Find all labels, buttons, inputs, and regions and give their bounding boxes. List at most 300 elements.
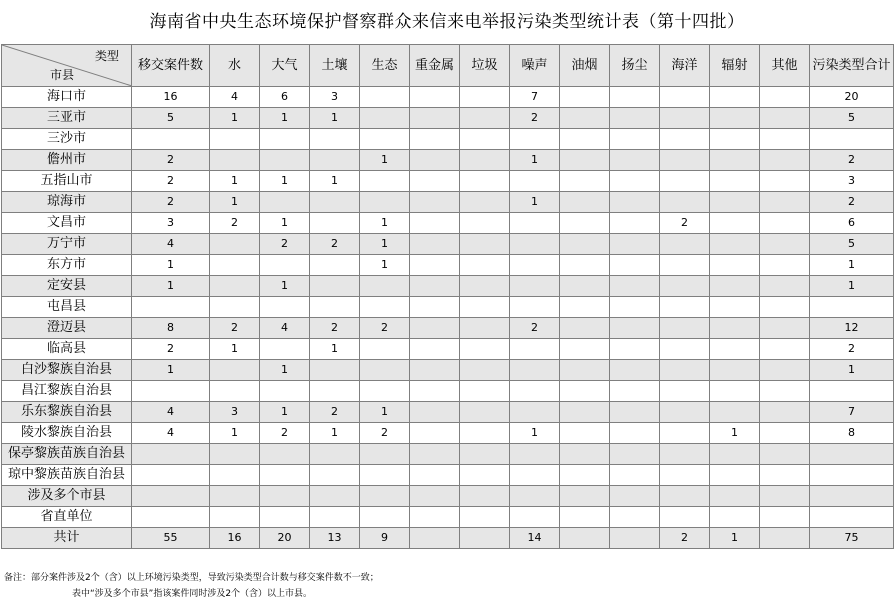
table-cell [460,171,510,192]
table-cell [210,276,260,297]
table-cell [410,192,460,213]
table-cell [460,192,510,213]
table-cell [510,465,560,486]
table-row [2,255,894,276]
table-cell [560,423,610,444]
table-cell [310,465,360,486]
table-cell [360,339,410,360]
table-cell [760,423,810,444]
table-cell [710,255,760,276]
table-cell: 12 [810,318,894,339]
table-cell [132,297,210,318]
table-cell [310,213,360,234]
table-cell [560,213,610,234]
region-name-cell: 儋州市 [2,150,132,171]
table-cell [460,360,510,381]
table-cell [710,381,760,402]
region-name-cell: 陵水黎族自治县 [2,423,132,444]
table-cell [560,318,610,339]
region-name-cell: 屯昌县 [2,297,132,318]
table-cell: 1 [310,108,360,129]
table-cell: 1 [210,108,260,129]
region-name-cell: 文昌市 [2,213,132,234]
table-cell [310,129,360,150]
table-cell [210,486,260,507]
table-cell [760,465,810,486]
table-cell: 2 [660,528,710,549]
table-cell [310,360,360,381]
table-cell: 13 [310,528,360,549]
table-cell [660,444,710,465]
table-cell [460,276,510,297]
table-cell [360,108,410,129]
table-row [2,381,894,402]
table-cell [210,507,260,528]
table-cell [710,150,760,171]
table-cell [410,486,460,507]
table-cell [510,171,560,192]
table-cell [610,381,660,402]
table-cell [710,465,760,486]
table-cell: 55 [132,528,210,549]
table-cell: 1 [260,108,310,129]
statistics-table [1,44,894,549]
table-cell: 2 [310,234,360,255]
header-row [2,45,894,87]
region-name-cell: 海口市 [2,87,132,108]
table-cell [660,423,710,444]
region-name-cell: 东方市 [2,255,132,276]
table-cell: 2 [210,318,260,339]
table-cell [132,444,210,465]
column-header: 重金属 [410,45,460,87]
table-cell [610,192,660,213]
table-cell [560,465,610,486]
table-cell: 2 [810,192,894,213]
table-cell: 2 [132,192,210,213]
column-header: 生态 [360,45,410,87]
table-cell [560,507,610,528]
table-title: 海南省中央生态环境保护督察群众来信来电举报污染类型统计表（第十四批） [149,12,745,32]
table-cell [360,192,410,213]
table-row [2,339,894,360]
table-cell: 3 [810,171,894,192]
region-name-cell: 三亚市 [2,108,132,129]
table-cell [660,255,710,276]
table-cell [710,486,760,507]
table-cell: 2 [810,339,894,360]
table-cell [760,486,810,507]
table-cell [360,444,410,465]
table-cell [760,171,810,192]
column-header: 水 [210,45,260,87]
table-cell [610,360,660,381]
table-cell [660,234,710,255]
table-cell: 2 [510,108,560,129]
region-name-cell: 琼海市 [2,192,132,213]
table-row [2,276,894,297]
table-cell: 6 [260,87,310,108]
table-cell [360,507,410,528]
table-cell [460,444,510,465]
table-cell [710,339,760,360]
region-name-cell: 保亭黎族苗族自治县 [2,444,132,465]
table-cell [810,129,894,150]
table-cell [610,108,660,129]
table-cell [460,423,510,444]
region-name-cell: 澄迈县 [2,318,132,339]
table-cell [210,255,260,276]
table-row [2,234,894,255]
column-header: 海洋 [660,45,710,87]
table-cell [660,318,710,339]
table-cell [210,465,260,486]
table-cell [760,108,810,129]
table-cell: 1 [260,276,310,297]
table-cell [660,171,710,192]
table-cell: 3 [310,87,360,108]
table-cell: 2 [210,213,260,234]
table-cell [760,87,810,108]
table-cell: 2 [310,318,360,339]
table-cell [260,339,310,360]
table-cell [760,402,810,423]
table-cell [310,486,360,507]
table-cell [460,507,510,528]
region-name-cell: 涉及多个市县 [2,486,132,507]
table-cell [760,213,810,234]
region-name-cell: 五指山市 [2,171,132,192]
table-cell: 1 [360,402,410,423]
table-cell [260,444,310,465]
table-cell [710,444,760,465]
table-cell: 1 [810,255,894,276]
table-cell [610,465,660,486]
table-cell [710,360,760,381]
table-cell: 2 [810,150,894,171]
table-cell [660,402,710,423]
table-cell [310,507,360,528]
table-cell [410,465,460,486]
column-header: 垃圾 [460,45,510,87]
table-cell [132,465,210,486]
table-cell [460,528,510,549]
table-cell [460,87,510,108]
table-row [2,423,894,444]
region-name-cell: 共计 [2,528,132,549]
table-cell [460,297,510,318]
table-cell [410,255,460,276]
table-cell: 1 [210,171,260,192]
table-cell [560,444,610,465]
table-cell [760,318,810,339]
table-cell [610,255,660,276]
table-cell [610,318,660,339]
table-cell [810,444,894,465]
table-cell [360,360,410,381]
table-row [2,360,894,381]
table-cell [410,318,460,339]
table-cell [410,423,460,444]
table-cell [510,297,560,318]
table-cell [360,87,410,108]
table-cell [660,108,710,129]
table-row [2,507,894,528]
table-cell [360,276,410,297]
table-cell [510,339,560,360]
type-header-label: 类型 [94,49,119,63]
table-row [2,129,894,150]
table-cell: 2 [510,318,560,339]
table-cell: 7 [510,87,560,108]
column-header: 噪声 [510,45,560,87]
table-cell [660,465,710,486]
table-cell [410,276,460,297]
table-cell: 1 [710,423,760,444]
table-cell [660,276,710,297]
table-cell [810,507,894,528]
table-cell [260,465,310,486]
table-cell [210,129,260,150]
table-cell: 6 [810,213,894,234]
table-cell [760,528,810,549]
table-cell [210,234,260,255]
table-cell [560,150,610,171]
table-cell [310,381,360,402]
footnote-2: 表中“涉及多个市县”指该案件同时涉及2个（含）以上市县。 [72,589,313,599]
table-cell [610,423,660,444]
table-cell [810,486,894,507]
table-cell [560,276,610,297]
table-cell [560,87,610,108]
table-row [2,318,894,339]
table-cell: 1 [132,255,210,276]
table-cell [510,234,560,255]
table-cell: 14 [510,528,560,549]
table-cell [560,381,610,402]
table-cell [510,381,560,402]
table-row [2,444,894,465]
table-cell [410,150,460,171]
table-cell [810,465,894,486]
table-cell [460,150,510,171]
table-cell [660,360,710,381]
table-cell [760,234,810,255]
table-cell [310,192,360,213]
table-cell [210,444,260,465]
table-cell [460,381,510,402]
table-cell [760,297,810,318]
table-cell [710,87,760,108]
table-cell: 1 [310,171,360,192]
table-cell [560,171,610,192]
table-cell: 1 [260,213,310,234]
table-cell [610,87,660,108]
table-cell [410,381,460,402]
corner-header-cell [2,45,132,87]
table-cell: 1 [260,402,310,423]
table-cell: 1 [132,276,210,297]
table-row [2,402,894,423]
table-cell [460,129,510,150]
table-cell [610,234,660,255]
table-cell [410,297,460,318]
table-cell [610,402,660,423]
column-header: 辐射 [710,45,760,87]
table-cell [360,465,410,486]
table-cell [660,192,710,213]
table-cell: 75 [810,528,894,549]
table-cell [460,108,510,129]
table-cell [760,255,810,276]
table-cell [760,507,810,528]
table-row [2,192,894,213]
table-cell [760,360,810,381]
table-cell: 3 [210,402,260,423]
table-cell: 16 [132,87,210,108]
table-cell [132,129,210,150]
table-cell [610,528,660,549]
column-header: 大气 [260,45,310,87]
table-cell: 1 [132,360,210,381]
table-cell: 2 [660,213,710,234]
table-cell [260,192,310,213]
table-cell [710,192,760,213]
table-cell [360,171,410,192]
table-cell [210,297,260,318]
table-cell: 1 [260,171,310,192]
table-cell [710,507,760,528]
region-name-cell: 临高县 [2,339,132,360]
table-cell [510,255,560,276]
table-cell: 1 [510,150,560,171]
table-row [2,108,894,129]
column-header: 土壤 [310,45,360,87]
table-cell [560,486,610,507]
table-cell [760,276,810,297]
table-cell: 4 [210,87,260,108]
table-cell [410,213,460,234]
table-cell [610,444,660,465]
table-cell: 2 [310,402,360,423]
table-cell [660,129,710,150]
table-cell [510,360,560,381]
table-cell [560,192,610,213]
table-cell [260,381,310,402]
table-cell [132,381,210,402]
table-cell [132,507,210,528]
table-cell: 1 [210,423,260,444]
table-cell [610,339,660,360]
table-cell [510,444,560,465]
table-cell: 1 [510,423,560,444]
table-cell [710,276,760,297]
table-cell [610,150,660,171]
table-cell [410,171,460,192]
table-cell: 2 [132,339,210,360]
table-cell: 1 [310,423,360,444]
table-cell [360,129,410,150]
table-cell: 8 [810,423,894,444]
table-cell [560,339,610,360]
region-name-cell: 定安县 [2,276,132,297]
table-cell [410,108,460,129]
table-row [2,297,894,318]
table-row [2,150,894,171]
table-cell [710,213,760,234]
table-cell [410,444,460,465]
table-cell: 20 [260,528,310,549]
column-header: 其他 [760,45,810,87]
table-cell [260,486,310,507]
table-cell [260,507,310,528]
table-cell [610,507,660,528]
table-cell: 1 [310,339,360,360]
table-cell [410,528,460,549]
table-cell: 3 [132,213,210,234]
table-cell: 1 [510,192,560,213]
column-header: 污染类型合计 [810,45,894,87]
table-cell: 1 [360,213,410,234]
table-cell: 8 [132,318,210,339]
table-cell [210,360,260,381]
table-cell [310,276,360,297]
table-cell [710,171,760,192]
region-name-cell: 万宁市 [2,234,132,255]
table-cell: 4 [132,402,210,423]
table-cell [260,297,310,318]
table-cell [560,129,610,150]
table-cell [560,255,610,276]
footnote-1: 备注：部分案件涉及2个（含）以上环境污染类型，导致污染类型合计数与移交案件数不一致； [4,573,379,583]
table-cell [410,507,460,528]
table-cell [210,150,260,171]
table-cell [710,297,760,318]
table-cell: 1 [360,150,410,171]
table-cell [310,150,360,171]
table-cell [760,339,810,360]
table-cell [610,129,660,150]
table-cell [460,465,510,486]
table-cell [560,234,610,255]
table-cell [610,297,660,318]
table-cell: 2 [360,318,410,339]
table-cell [510,507,560,528]
table-cell [560,528,610,549]
table-cell: 2 [260,423,310,444]
table-cell [260,129,310,150]
table-cell [560,402,610,423]
table-cell [660,150,710,171]
table-cell: 2 [132,150,210,171]
table-cell [610,486,660,507]
table-cell [660,381,710,402]
table-cell: 1 [360,255,410,276]
table-cell [310,297,360,318]
table-cell [610,171,660,192]
table-cell [460,234,510,255]
table-cell [410,234,460,255]
table-cell [760,444,810,465]
region-name-cell: 白沙黎族自治县 [2,360,132,381]
table-cell: 4 [132,423,210,444]
table-cell [410,129,460,150]
table-cell: 2 [260,234,310,255]
table-cell: 5 [132,108,210,129]
table-cell [510,213,560,234]
table-cell [710,402,760,423]
table-cell [510,276,560,297]
